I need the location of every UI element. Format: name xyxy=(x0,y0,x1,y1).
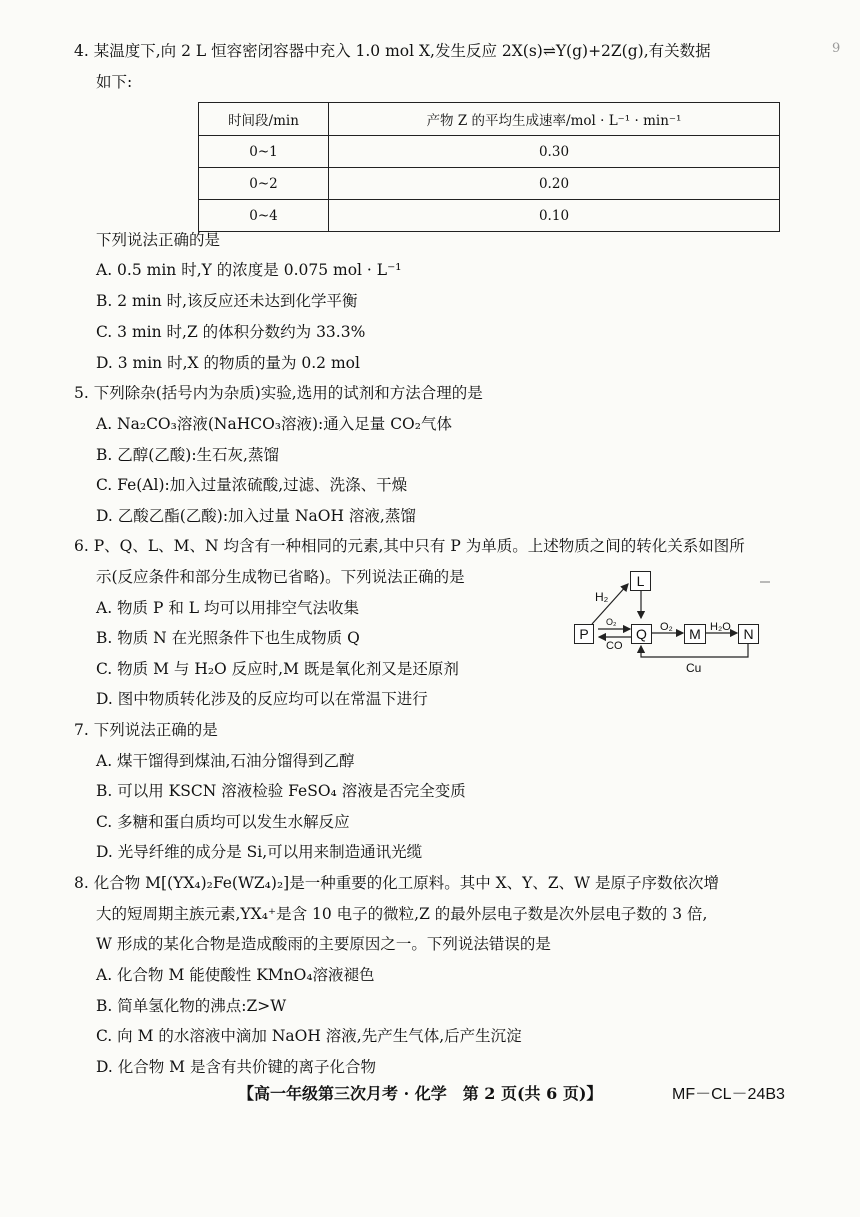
arrow-n-to-q xyxy=(641,643,748,657)
margin-mark: 9 xyxy=(832,41,841,56)
table-row xyxy=(199,200,780,232)
q5-option-d: D. 乙酸乙酯(乙酸):加入过量 NaOH 溶液,蒸馏 xyxy=(96,507,416,525)
q4-stem-line1: 4. 某温度下,向 2 L 恒容密闭容器中充入 1.0 mol X,发生反应 2X(s)⇌Y(g)+2Z(g),有关数据 xyxy=(74,42,711,60)
q4-option-a: A. 0.5 min 时,Y 的浓度是 0.075 mol · L⁻¹ xyxy=(96,261,402,279)
page-footer-code: MF－CL－24B3 xyxy=(672,1086,785,1103)
label-co: CO xyxy=(606,640,623,652)
q8-option-d: D. 化合物 M 是含有共价键的离子化合物 xyxy=(96,1058,376,1076)
q8-stem-line2: 大的短周期主族元素,YX₄⁺是含 10 电子的微粒,Z 的最外层电子数是次外层电子数的 3 倍, xyxy=(96,905,708,923)
q4-question: 下列说法正确的是 xyxy=(96,231,221,249)
table-cell-time: 0~1 xyxy=(199,136,329,168)
q8-stem-line3: W 形成的某化合物是造成酸雨的主要原因之一。下列说法错误的是 xyxy=(96,935,551,953)
label-h2o: H₂O xyxy=(710,621,731,633)
label-cu: Cu xyxy=(686,661,702,675)
table-cell-rate: 0.30 xyxy=(329,136,780,168)
q4-option-b: B. 2 min 时,该反应还未达到化学平衡 xyxy=(96,292,358,310)
q8-option-b: B. 简单氢化物的沸点:Z>W xyxy=(96,997,287,1015)
table-header-row xyxy=(199,103,780,136)
node-n: N xyxy=(738,624,759,644)
q8-stem-line1: 8. 化合物 M[(YX₄)₂Fe(WZ₄)₂]是一种重要的化工原料。其中 X、Y、Z、W 是原子序数依次增 xyxy=(74,874,720,892)
node-l: L xyxy=(630,571,651,591)
q7-option-c: C. 多糖和蛋白质均可以发生水解反应 xyxy=(96,813,350,831)
table-cell-time: 0~2 xyxy=(199,168,329,200)
q7-stem: 7. 下列说法正确的是 xyxy=(74,721,218,739)
q6-stem-line1: 6. P、Q、L、M、N 均含有一种相同的元素,其中只有 P 为单质。上述物质之间的转化关系如图所 xyxy=(74,537,745,555)
q5-option-c: C. Fe(Al):加入过量浓硫酸,过滤、洗涤、干燥 xyxy=(96,476,408,494)
table-cell-rate: 0.20 xyxy=(329,168,780,200)
q7-option-d: D. 光导纤维的成分是 Si,可以用来制造通讯光缆 xyxy=(96,843,423,861)
q8-option-a: A. 化合物 M 能使酸性 KMnO₄溶液褪色 xyxy=(96,966,375,984)
label-o2-b: O₂ xyxy=(660,621,673,633)
q4-option-d: D. 3 min 时,X 的物质的量为 0.2 mol xyxy=(96,354,360,372)
table-row xyxy=(199,168,780,200)
q7-option-a: A. 煤干馏得到煤油,石油分馏得到乙醇 xyxy=(96,752,355,770)
q6-option-a: A. 物质 P 和 L 均可以用排空气法收集 xyxy=(96,599,359,617)
q5-option-b: B. 乙醇(乙酸):生石灰,蒸馏 xyxy=(96,446,279,464)
q6-option-d: D. 图中物质转化涉及的反应均可以在常温下进行 xyxy=(96,690,428,708)
q6-conversion-diagram xyxy=(560,560,780,685)
node-q: Q xyxy=(631,624,652,644)
node-p: P xyxy=(574,624,594,644)
node-m: M xyxy=(684,624,706,644)
q7-option-b: B. 可以用 KSCN 溶液检验 FeSO₄ 溶液是否完全变质 xyxy=(96,782,466,800)
table-header-rate: 产物 Z 的平均生成速率/mol · L⁻¹ · min⁻¹ xyxy=(329,103,780,136)
q4-stem-line2: 如下: xyxy=(96,73,133,91)
table-header-time: 时间段/min xyxy=(199,103,329,136)
q5-option-a: A. Na₂CO₃溶液(NaHCO₃溶液):通入足量 CO₂气体 xyxy=(96,415,452,433)
q6-stem-line2: 示(反应条件和部分生成物已省略)。下列说法正确的是 xyxy=(96,568,465,586)
table-cell-rate: 0.10 xyxy=(329,200,780,232)
q8-option-c: C. 向 M 的水溶液中滴加 NaOH 溶液,先产生气体,后产生沉淀 xyxy=(96,1027,522,1045)
q5-stem: 5. 下列除杂(括号内为杂质)实验,选用的试剂和方法合理的是 xyxy=(74,384,483,402)
q4-option-c: C. 3 min 时,Z 的体积分数约为 33.3% xyxy=(96,323,366,341)
q4-data-table xyxy=(198,102,780,232)
label-h2: H₂ xyxy=(595,590,609,604)
table-row xyxy=(199,136,780,168)
label-o2-a: O₂ xyxy=(606,617,617,627)
q6-option-c: C. 物质 M 与 H₂O 反应时,M 既是氧化剂又是还原剂 xyxy=(96,660,459,678)
q6-option-b: B. 物质 N 在光照条件下也生成物质 Q xyxy=(96,629,360,647)
table-cell-time: 0~4 xyxy=(199,200,329,232)
page-footer-title: 【高一年级第三次月考 · 化学 第 2 页(共 6 页)】 xyxy=(238,1084,603,1103)
